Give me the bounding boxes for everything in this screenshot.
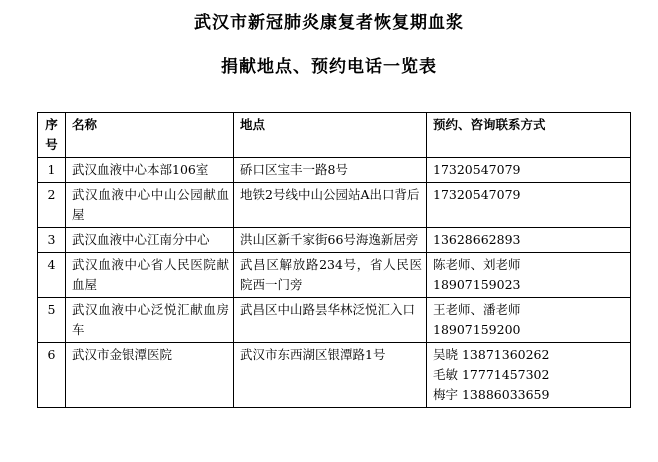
row-contact [427,298,631,343]
table-row [38,343,631,408]
row-contact [427,253,631,298]
row-no: 6 [38,343,66,408]
row-contact [427,343,631,408]
row-no: 4 [38,253,66,298]
row-contact [427,158,631,183]
row-address: 武昌区中山路昙华林泛悦汇入口 [234,298,427,343]
contact-line: 18907159200 [433,322,521,337]
row-address: 武昌区解放路234号，省人民医院西一门旁 [234,253,427,298]
document-title-line-1: 武汉市新冠肺炎康复者恢复期血浆 [194,13,464,33]
header-address: 地点 [234,113,427,158]
contact-line: 梅宇 13886033659 [433,387,550,402]
contact-line: 18907159023 [433,277,521,292]
contact-line: 王老师、潘老师 [433,302,521,317]
row-name: 武汉血液中心中山公园献血屋 [66,183,234,228]
table-row [38,253,631,298]
table-row [38,298,631,343]
table-row [38,158,631,183]
donation-sites-table [37,112,631,408]
document-title-line-2: 捐献地点、预约电话一览表 [221,57,437,77]
contact-line: 吴晓 13871360262 [433,347,550,362]
header-contact: 预约、咨询联系方式 [427,113,631,158]
row-name: 武汉血液中心省人民医院献血屋 [66,253,234,298]
row-contact [427,228,631,253]
row-contact [427,183,631,228]
row-address: 武汉市东西湖区银潭路1号 [234,343,427,408]
row-name: 武汉血液中心江南分中心 [66,228,234,253]
header-no: 序号 [38,113,66,158]
contact-line: 17320547079 [433,187,521,202]
row-name: 武汉血液中心本部106室 [66,158,234,183]
contact-line: 陈老师、刘老师 [433,257,521,272]
contact-line: 毛敏 17771457302 [433,367,550,382]
row-name: 武汉血液中心泛悦汇献血房车 [66,298,234,343]
row-address: 洪山区新千家街66号海逸新居旁 [234,228,427,253]
row-no: 2 [38,183,66,228]
row-address: 硚口区宝丰一路8号 [234,158,427,183]
contact-line: 13628662893 [433,232,521,247]
row-no: 1 [38,158,66,183]
header-name: 名称 [66,113,234,158]
table-row [38,228,631,253]
table-header-row [38,113,631,158]
row-name: 武汉市金银潭医院 [66,343,234,408]
row-no: 5 [38,298,66,343]
row-address: 地铁2号线中山公园站A出口背后 [234,183,427,228]
contact-line: 17320547079 [433,162,521,177]
row-no: 3 [38,228,66,253]
table-row [38,183,631,228]
